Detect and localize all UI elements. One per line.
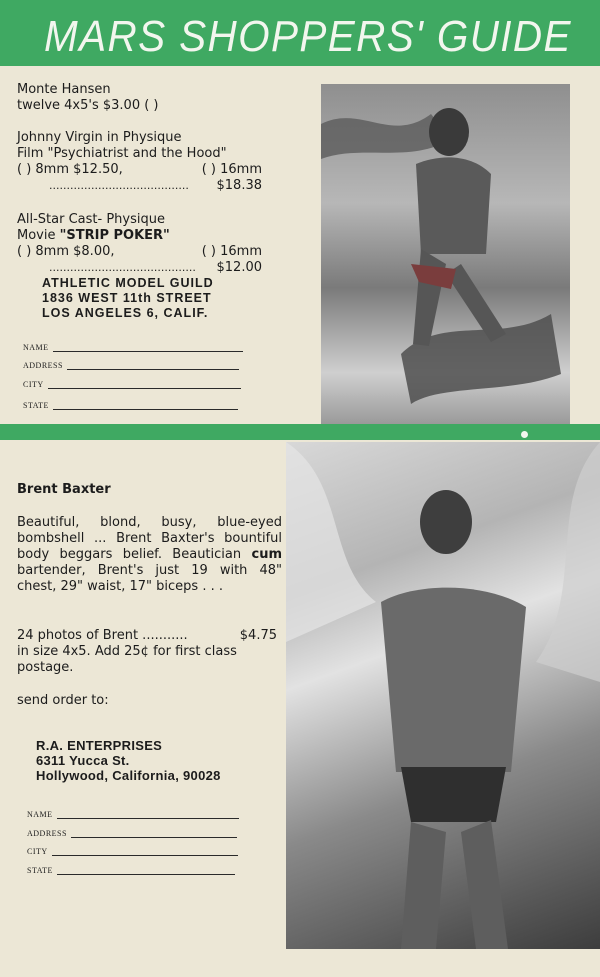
ad1-item3-price: $12.00 [216,260,262,275]
ad2-form-state[interactable] [27,866,235,875]
page-title: MARS SHOPPERS' GUIDE [44,12,572,61]
ad2-form-city-line[interactable] [52,855,238,856]
ad1-item2-dots: ........................................ [49,179,189,192]
section-divider-band [0,424,600,440]
ad1-item-johnny-virgin [17,130,262,194]
ad2-address [36,738,221,783]
ad2-form-name-label: NAME [27,810,53,819]
brent-baxter-photo [286,442,600,949]
ad2-offer-rest: in size 4x5. Add 25¢ for first class postage. [17,644,237,675]
ad2-form-address-line[interactable] [71,837,237,838]
ad2-offer-line1 [17,628,277,644]
ad1-form-city-label: CITY [23,380,44,389]
ad1-item3-title: "STRIP POKER" [59,228,170,243]
ad1-address [42,276,214,321]
ad1-item2-line1: Johnny Virgin in Physique [17,130,182,145]
ad1-item2-price: $18.38 [216,178,262,193]
ad1-item2-line2: Film "Psychiatrist and the Hood" [17,146,227,161]
ad2-form-name[interactable] [27,810,239,819]
ad1-form-address-label: ADDRESS [23,361,63,370]
ad1-form-state-label: STATE [23,401,49,410]
ad2-form-address[interactable] [27,829,237,838]
ad2-offer-price: $4.75 [239,628,277,643]
ad1-form-city[interactable] [23,380,241,389]
ad1-item3-16mm: ( ) 16mm [201,244,262,259]
ad2-address-line2: 6311 Yucca St. [36,753,130,768]
ad2-form-state-line[interactable] [57,874,235,875]
monte-hansen-photo [321,84,570,424]
ad1-item3-movie: Movie [17,228,60,243]
ad1-form-address[interactable] [23,361,239,370]
ad1-form-name-line[interactable] [53,351,243,352]
ad1-item3-line1: All-Star Cast- Physique [17,212,165,227]
ad1-item2-8mm: ( ) 8mm $12.50, [17,162,123,177]
divider-dot [521,431,528,438]
ad1-item3-dots: .......................................... [49,261,196,274]
ad1-form-city-line[interactable] [48,388,241,389]
ad1-item2-line4 [17,178,262,194]
ad2-blurb-bold: cum [251,547,282,562]
ad2-form-name-line[interactable] [57,818,239,819]
ad1-form-address-line[interactable] [67,369,239,370]
header-band [0,0,600,66]
ad2-offer [17,628,277,676]
ad2-address-line1: R.A. ENTERPRISES [36,738,163,753]
ad1-item2-line3 [17,162,262,178]
ad2-form-city-label: CITY [27,847,48,856]
ad1-item1-line2: twelve 4x5's $3.00 ( ) [17,98,159,113]
ad1-item-monte-hansen [17,82,159,114]
ad1-form-state-line[interactable] [53,409,238,410]
ad2-blurb [17,515,282,595]
ad1-form-name[interactable] [23,343,243,352]
ad2-blurb-post: bartender, Brent's just 19 with 48" chest, 29" waist, 17" biceps . . . [17,563,282,594]
ad1-item1-line1: Monte Hansen [17,82,111,97]
ad1-item2-16mm: ( ) 16mm [201,162,262,177]
ad2-send-order: send order to: [17,693,109,708]
ad2-heading: Brent Baxter [17,482,111,497]
ad2-offer-item: 24 photos of Brent ........... [17,628,188,643]
ad2-address-line3: Hollywood, California, 90028 [36,768,221,783]
photo2-figure [286,442,600,949]
ad1-item3-8mm: ( ) 8mm $8.00, [17,244,115,259]
ad1-item3-line3 [17,244,262,260]
ad1-item3-line2 [17,228,262,244]
ad2-form-address-label: ADDRESS [27,829,67,838]
ad1-address-line3: LOS ANGELES 6, CALIF. [42,306,209,320]
ad2-form-state-label: STATE [27,866,53,875]
ad1-item-strip-poker [17,212,262,276]
ad1-item3-line4 [17,260,262,276]
ad2-blurb-pre: Beautiful, blond, busy, blue-eyed bombshell ... Brent Baxter's bountiful body beggars belief. Beautician [17,515,282,562]
ad1-address-line1: ATHLETIC MODEL GUILD [42,276,214,290]
ad1-form-name-label: NAME [23,343,49,352]
ad1-form-state[interactable] [23,401,238,410]
photo1-figure [321,84,570,424]
ad1-address-line2: 1836 WEST 11th STREET [42,291,212,305]
ad2-form-city[interactable] [27,847,238,856]
